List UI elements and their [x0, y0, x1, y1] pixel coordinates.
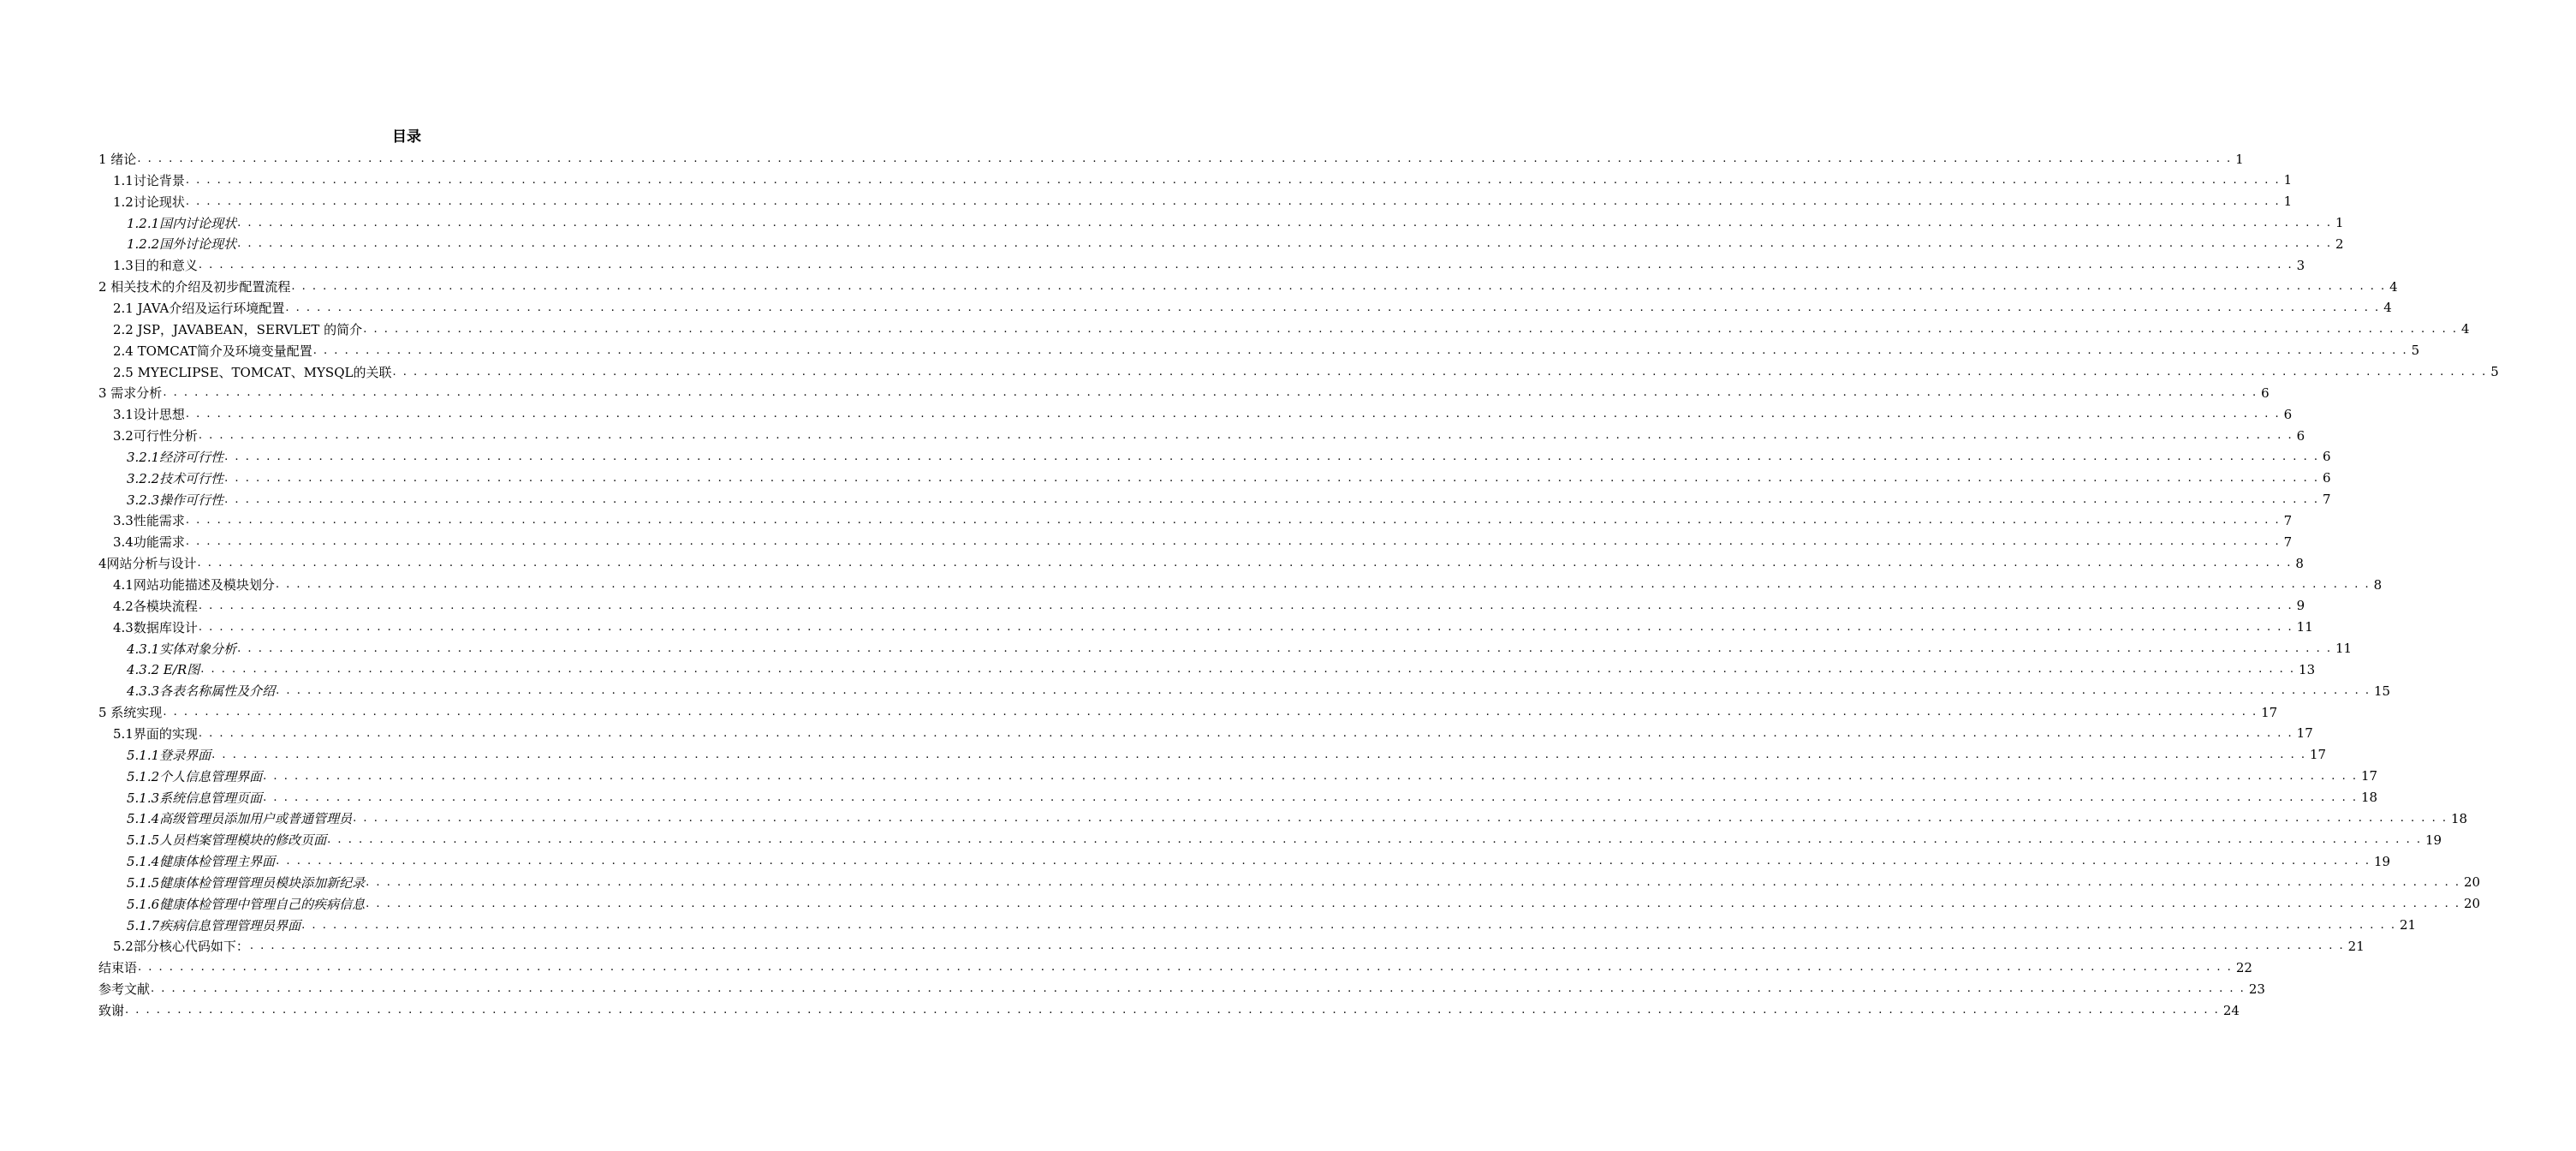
toc-entry-page: 20	[2463, 874, 2481, 891]
toc-entry-page: 6	[2261, 385, 2270, 401]
toc-leader-dots: . . . . . . . . . . . . . . . . . . . . . . . . . . . . . . . . . . . . . . . . . . . . . . . . . . . . . . . . . . . . . . . . . . . . . . . . . . . . . . . . . . . . . . . . . . . . . . . . . . . . . . . . . . . . . . . . . . . . . . . . . . . . . . . . . . . . . . . . . . . . . . . . . . . . . . . . . . . . . . . . . . . . . . . . . . . . . . . . . . . . . . . . . . . . . . . . . . . . . . . .	[392, 365, 2488, 379]
toc-entry-label: 4.3.2 E/R图	[127, 662, 200, 678]
toc-entry-page: 23	[2248, 981, 2265, 997]
toc-entry-page: 7	[2283, 512, 2293, 528]
toc-entry[interactable]	[0, 510, 2293, 531]
toc-entry-label: 1 绪论	[98, 152, 137, 167]
toc-entry-page: 15	[2373, 683, 2391, 699]
toc-entry[interactable]	[0, 595, 2305, 617]
toc-entry[interactable]	[0, 766, 2378, 787]
toc-entry[interactable]	[0, 403, 2293, 425]
toc-entry-label: 2 相关技术的介绍及初步配置流程	[98, 279, 291, 295]
toc-entry-label: 5.1界面的实现	[113, 725, 198, 742]
toc-leader-dots: . . . . . . . . . . . . . . . . . . . . . . . . . . . . . . . . . . . . . . . . . . . . . . . . . . . . . . . . . . . . . . . . . . . . . . . . . . . . . . . . . . . . . . . . . . . . . . . . . . . . . . . . . . . . . . . . . . . . . . . . . . . . . . . . . . . . . . . . . . . . . . . . . . . . . . . . . . . . . . . . . . . . . . . . . . . . . . . . . . . . . . . . . . . . . . . . . . . . . . . .	[185, 514, 2281, 528]
toc-entry-label: 3.2可行性分析	[113, 428, 198, 444]
toc-entry[interactable]	[0, 787, 2378, 808]
toc-leader-dots: . . . . . . . . . . . . . . . . . . . . . . . . . . . . . . . . . . . . . . . . . . . . . . . . . . . . . . . . . . . . . . . . . . . . . . . . . . . . . . . . . . . . . . . . . . . . . . . . . . . . . . . . . . . . . . . . . . . . . . . . . . . . . . . . . . . . . . . . . . . . . . . . . . . . . . . . . . . . . . . . . . . . . . . . . . . . . . . . . . . . . . . . . . . . . . . . . . . . . . . .	[211, 748, 2306, 761]
toc-entry-page: 4	[2389, 278, 2398, 295]
toc-entry-label: 2.4 TOMCAT简介及环境变量配置	[113, 343, 312, 359]
toc-leader-dots: . . . . . . . . . . . . . . . . . . . . . . . . . . . . . . . . . . . . . . . . . . . . . . . . . . . . . . . . . . . . . . . . . . . . . . . . . . . . . . . . . . . . . . . . . . . . . . . . . . . . . . . . . . . . . . . . . . . . . . . . . . . . . . . . . . . . . . . . . . . . . . . . . . . . . . . . . . . . . . . . . . . . . . . . . . . . . . . . . . . . . . . . . . . . . . . . . . . . . . . .	[137, 152, 2233, 165]
toc-leader-dots: . . . . . . . . . . . . . . . . . . . . . . . . . . . . . . . . . . . . . . . . . . . . . . . . . . . . . . . . . . . . . . . . . . . . . . . . . . . . . . . . . . . . . . . . . . . . . . . . . . . . . . . . . . . . . . . . . . . . . . . . . . . . . . . . . . . . . . . . . . . . . . . . . . . . . . . . . . . . . . . . . . . . . . . . . . . . . . . . . . . . . . . . . . . . . . . . . . . . . . . .	[363, 322, 2458, 336]
toc-leader-dots: . . . . . . . . . . . . . . . . . . . . . . . . . . . . . . . . . . . . . . . . . . . . . . . . . . . . . . . . . . . . . . . . . . . . . . . . . . . . . . . . . . . . . . . . . . . . . . . . . . . . . . . . . . . . . . . . . . . . . . . . . . . . . . . . . . . . . . . . . . . . . . . . . . . . . . . . . . . . . . . . . . . . . . . . . . . . . . . . . . . . . . . . . . . . . . . . . . . . . . . .	[125, 1004, 2220, 1017]
toc-entry[interactable]	[0, 191, 2293, 212]
toc-entry-page: 8	[2295, 555, 2304, 571]
toc-leader-dots: . . . . . . . . . . . . . . . . . . . . . . . . . . . . . . . . . . . . . . . . . . . . . . . . . . . . . . . . . . . . . . . . . . . . . . . . . . . . . . . . . . . . . . . . . . . . . . . . . . . . . . . . . . . . . . . . . . . . . . . . . . . . . . . . . . . . . . . . . . . . . . . . . . . . . . . . . . . . . . . . . . . . . . . . . . . . . . . . . . . . . . . . . . . . . . . . . . . . . . . .	[366, 875, 2460, 889]
toc-entry-label: 5.1.4高级管理员添加用户或普通管理员	[127, 811, 353, 827]
toc-entry[interactable]	[0, 915, 2417, 936]
toc-leader-dots: . . . . . . . . . . . . . . . . . . . . . . . . . . . . . . . . . . . . . . . . . . . . . . . . . . . . . . . . . . . . . . . . . . . . . . . . . . . . . . . . . . . . . . . . . . . . . . . . . . . . . . . . . . . . . . . . . . . . . . . . . . . . . . . . . . . . . . . . . . . . . . . . . . . . . . . . . . . . . . . . . . . . . . . . . . . . . . . . . . . . . . . . . . . . . . . . . . . . . . . .	[198, 599, 2293, 612]
toc-leader-dots: . . . . . . . . . . . . . . . . . . . . . . . . . . . . . . . . . . . . . . . . . . . . . . . . . . . . . . . . . . . . . . . . . . . . . . . . . . . . . . . . . . . . . . . . . . . . . . . . . . . . . . . . . . . . . . . . . . . . . . . . . . . . . . . . . . . . . . . . . . . . . . . . . . . . . . . . . . . . . . . . . . . . . . . . . . . . . . . . . . . . . . . . . . . . . . . . . . . . . . . .	[312, 343, 2408, 357]
toc-leader-dots: . . . . . . . . . . . . . . . . . . . . . . . . . . . . . . . . . . . . . . . . . . . . . . . . . . . . . . . . . . . . . . . . . . . . . . . . . . . . . . . . . . . . . . . . . . . . . . . . . . . . . . . . . . . . . . . . . . . . . . . . . . . . . . . . . . . . . . . . . . . . . . . . . . . . . . . . . . . . . . . . . . . . . . . . . . . . . . . . . . . . . . . . . . . . . . . . . . . . . . . .	[275, 578, 2371, 591]
toc-entry[interactable]	[0, 978, 2265, 999]
toc-entry-page: 7	[2322, 492, 2331, 508]
toc-entry-label: 4.3数据库设计	[113, 619, 198, 635]
toc-entry[interactable]	[0, 999, 2240, 1021]
toc-entry[interactable]	[0, 552, 2304, 574]
toc-entry-label: 2.5 MYECLIPSE、TOMCAT、MYSQL的关联	[113, 364, 392, 380]
toc-leader-dots: . . . . . . . . . . . . . . . . . . . . . . . . . . . . . . . . . . . . . . . . . . . . . . . . . . . . . . . . . . . . . . . . . . . . . . . . . . . . . . . . . . . . . . . . . . . . . . . . . . . . . . . . . . . . . . . . . . . . . . . . . . . . . . . . . . . . . . . . . . . . . . . . . . . . . . . . . . . . . . . . . . . . . . . . . . . . . . . . . . . . . . . . . . . . . . . . . . . . . . . .	[327, 833, 2422, 847]
toc-entry-page: 17	[2309, 747, 2327, 763]
toc-leader-dots: . . . . . . . . . . . . . . . . . . . . . . . . . . . . . . . . . . . . . . . . . . . . . . . . . . . . . . . . . . . . . . . . . . . . . . . . . . . . . . . . . . . . . . . . . . . . . . . . . . . . . . . . . . . . . . . . . . . . . . . . . . . . . . . . . . . . . . . . . . . . . . . . . . . . . . . . . . . . . . . . . . . . . . . . . . . . . . . . . . . . . . . . . . . . . . . . . . . . . . . .	[263, 790, 2358, 804]
toc-entry-label: 5.1.5健康体检管理管理员模块添加新纪录	[127, 874, 366, 891]
toc-entry[interactable]	[0, 425, 2305, 446]
toc-leader-dots: . . . . . . . . . . . . . . . . . . . . . . . . . . . . . . . . . . . . . . . . . . . . . . . . . . . . . . . . . . . . . . . . . . . . . . . . . . . . . . . . . . . . . . . . . . . . . . . . . . . . . . . . . . . . . . . . . . . . . . . . . . . . . . . . . . . . . . . . . . . . . . . . . . . . . . . . . . . . . . . . . . . . . . . . . . . . . . . . . . . . . . . . . . . . . . . . . . . . . . . .	[366, 897, 2460, 910]
toc-entry-page: 5	[2411, 343, 2420, 359]
toc-entry-label: 5.1.3系统信息管理页面	[127, 790, 263, 806]
toc-entry-page: 6	[2322, 470, 2331, 486]
toc-entry-page: 11	[2335, 641, 2353, 657]
toc-entry-label: 5.1.5人员档案管理模块的修改页面	[127, 832, 327, 849]
toc-entry-label: 1.3目的和意义	[113, 258, 198, 274]
toc-entry-page: 22	[2235, 959, 2252, 975]
toc-entry-page: 6	[2322, 449, 2331, 465]
toc-entry-page: 5	[2490, 364, 2499, 379]
toc-entry-label: 5.2部分核心代码如下：	[113, 939, 249, 955]
toc-entry[interactable]	[0, 319, 2470, 340]
toc-entry-page: 4	[2461, 321, 2470, 337]
toc-entry-page: 6	[2283, 406, 2293, 422]
toc-entry[interactable]	[0, 361, 2499, 383]
toc-entry-label: 4.3.1实体对象分析	[127, 641, 237, 657]
toc-leader-dots: . . . . . . . . . . . . . . . . . . . . . . . . . . . . . . . . . . . . . . . . . . . . . . . . . . . . . . . . . . . . . . . . . . . . . . . . . . . . . . . . . . . . . . . . . . . . . . . . . . . . . . . . . . . . . . . . . . . . . . . . . . . . . . . . . . . . . . . . . . . . . . . . . . . . . . . . . . . . . . . . . . . . . . . . . . . . . . . . . . . . . . . . . . . . . . . . . . . . . . . .	[198, 259, 2293, 272]
toc-entry[interactable]	[0, 468, 2331, 489]
toc-entry-label: 致谢	[98, 1003, 125, 1018]
toc-entry-page: 9	[2296, 598, 2305, 614]
toc-leader-dots: . . . . . . . . . . . . . . . . . . . . . . . . . . . . . . . . . . . . . . . . . . . . . . . . . . . . . . . . . . . . . . . . . . . . . . . . . . . . . . . . . . . . . . . . . . . . . . . . . . . . . . . . . . . . . . . . . . . . . . . . . . . . . . . . . . . . . . . . . . . . . . . . . . . . . . . . . . . . . . . . . . . . . . . . . . . . . . . . . . . . . . . . . . . . . . . . . . . . . . . .	[301, 918, 2396, 932]
toc-leader-dots: . . . . . . . . . . . . . . . . . . . . . . . . . . . . . . . . . . . . . . . . . . . . . . . . . . . . . . . . . . . . . . . . . . . . . . . . . . . . . . . . . . . . . . . . . . . . . . . . . . . . . . . . . . . . . . . . . . . . . . . . . . . . . . . . . . . . . . . . . . . . . . . . . . . . . . . . . . . . . . . . . . . . . . . . . . . . . . . . . . . . . . . . . . . . . . . . . . . . . . . .	[200, 663, 2296, 677]
toc-entry[interactable]	[0, 829, 2442, 850]
toc-entry[interactable]	[0, 382, 2270, 403]
toc-entry-page: 1	[2283, 172, 2293, 188]
toc-entry[interactable]	[0, 935, 2365, 957]
toc-leader-dots: . . . . . . . . . . . . . . . . . . . . . . . . . . . . . . . . . . . . . . . . . . . . . . . . . . . . . . . . . . . . . . . . . . . . . . . . . . . . . . . . . . . . . . . . . . . . . . . . . . . . . . . . . . . . . . . . . . . . . . . . . . . . . . . . . . . . . . . . . . . . . . . . . . . . . . . . . . . . . . . . . . . . . . . . . . . . . . . . . . . . . . . . . . . . . . . . . . . . . . . .	[291, 280, 2387, 294]
toc-entry[interactable]	[0, 254, 2305, 276]
toc-entry[interactable]	[0, 276, 2398, 297]
toc-entry-page: 21	[2399, 917, 2417, 933]
toc-entry-page: 18	[2450, 810, 2468, 826]
toc-entry[interactable]	[0, 872, 2481, 893]
toc-entry-page: 17	[2261, 704, 2278, 720]
toc-leader-dots: . . . . . . . . . . . . . . . . . . . . . . . . . . . . . . . . . . . . . . . . . . . . . . . . . . . . . . . . . . . . . . . . . . . . . . . . . . . . . . . . . . . . . . . . . . . . . . . . . . . . . . . . . . . . . . . . . . . . . . . . . . . . . . . . . . . . . . . . . . . . . . . . . . . . . . . . . . . . . . . . . . . . . . . . . . . . . . . . . . . . . . . . . . . . . . . . . . . . . . . .	[224, 492, 2319, 506]
toc-entry[interactable]	[0, 659, 2316, 680]
toc-entry[interactable]	[0, 446, 2331, 468]
toc-entry-page: 2	[2335, 236, 2344, 252]
toc-leader-dots: . . . . . . . . . . . . . . . . . . . . . . . . . . . . . . . . . . . . . . . . . . . . . . . . . . . . . . . . . . . . . . . . . . . . . . . . . . . . . . . . . . . . . . . . . . . . . . . . . . . . . . . . . . . . . . . . . . . . . . . . . . . . . . . . . . . . . . . . . . . . . . . . . . . . . . . . . . . . . . . . . . . . . . . . . . . . . . . . . . . . . . . . . . . . . . . . . . . . . . . .	[197, 557, 2293, 570]
toc-entry[interactable]	[0, 808, 2468, 829]
toc-leader-dots: . . . . . . . . . . . . . . . . . . . . . . . . . . . . . . . . . . . . . . . . . . . . . . . . . . . . . . . . . . . . . . . . . . . . . . . . . . . . . . . . . . . . . . . . . . . . . . . . . . . . . . . . . . . . . . . . . . . . . . . . . . . . . . . . . . . . . . . . . . . . . . . . . . . . . . . . . . . . . . . . . . . . . . . . . . . . . . . . . . . . . . . . . . . . . . . . . . . . . . . .	[138, 961, 2233, 975]
toc-entry-label: 3.3性能需求	[113, 513, 185, 529]
toc-entry-page: 7	[2283, 534, 2293, 550]
toc-leader-dots: . . . . . . . . . . . . . . . . . . . . . . . . . . . . . . . . . . . . . . . . . . . . . . . . . . . . . . . . . . . . . . . . . . . . . . . . . . . . . . . . . . . . . . . . . . . . . . . . . . . . . . . . . . . . . . . . . . . . . . . . . . . . . . . . . . . . . . . . . . . . . . . . . . . . . . . . . . . . . . . . . . . . . . . . . . . . . . . . . . . . . . . . . . . . . . . . . . . . . . . .	[198, 726, 2293, 740]
toc-leader-dots: . . . . . . . . . . . . . . . . . . . . . . . . . . . . . . . . . . . . . . . . . . . . . . . . . . . . . . . . . . . . . . . . . . . . . . . . . . . . . . . . . . . . . . . . . . . . . . . . . . . . . . . . . . . . . . . . . . . . . . . . . . . . . . . . . . . . . . . . . . . . . . . . . . . . . . . . . . . . . . . . . . . . . . . . . . . . . . . . . . . . . . . . . . . . . . . . . . . . . . . .	[263, 769, 2358, 783]
toc-entry[interactable]	[0, 701, 2278, 723]
toc-title: 目录	[392, 128, 421, 146]
toc-entry-page: 20	[2463, 896, 2481, 912]
toc-leader-dots: . . . . . . . . . . . . . . . . . . . . . . . . . . . . . . . . . . . . . . . . . . . . . . . . . . . . . . . . . . . . . . . . . . . . . . . . . . . . . . . . . . . . . . . . . . . . . . . . . . . . . . . . . . . . . . . . . . . . . . . . . . . . . . . . . . . . . . . . . . . . . . . . . . . . . . . . . . . . . . . . . . . . . . . . . . . . . . . . . . . . . . . . . . . . . . . . . . . . . . . .	[163, 386, 2258, 400]
toc-entry-page: 24	[2222, 1002, 2240, 1018]
toc-entry-label: 1.1讨论背景	[113, 172, 185, 188]
toc-entry[interactable]	[0, 957, 2252, 978]
toc-entry[interactable]	[0, 340, 2420, 361]
toc-leader-dots: . . . . . . . . . . . . . . . . . . . . . . . . . . . . . . . . . . . . . . . . . . . . . . . . . . . . . . . . . . . . . . . . . . . . . . . . . . . . . . . . . . . . . . . . . . . . . . . . . . . . . . . . . . . . . . . . . . . . . . . . . . . . . . . . . . . . . . . . . . . . . . . . . . . . . . . . . . . . . . . . . . . . . . . . . . . . . . . . . . . . . . . . . . . . . . . . . . . . . . . .	[198, 429, 2293, 443]
toc-entry-label: 5.1.2个人信息管理界面	[127, 768, 263, 784]
toc-entry-label: 3.2.1经济可行性	[127, 449, 224, 465]
toc-entry-page: 18	[2360, 790, 2378, 805]
toc-entry-page: 1	[2235, 151, 2244, 167]
toc-leader-dots: . . . . . . . . . . . . . . . . . . . . . . . . . . . . . . . . . . . . . . . . . . . . . . . . . . . . . . . . . . . . . . . . . . . . . . . . . . . . . . . . . . . . . . . . . . . . . . . . . . . . . . . . . . . . . . . . . . . . . . . . . . . . . . . . . . . . . . . . . . . . . . . . . . . . . . . . . . . . . . . . . . . . . . . . . . . . . . . . . . . . . . . . . . . . . . . . . . . . . . . .	[198, 620, 2293, 634]
toc-entry-page: 13	[2299, 661, 2316, 677]
toc-entry[interactable]	[0, 233, 2344, 254]
toc-entry-label: 4网站分析与设计	[98, 556, 197, 572]
toc-entry-label: 5.1.4健康体检管理主界面	[127, 854, 276, 870]
toc-entry-label: 5.1.7疾病信息管理管理员界面	[127, 917, 301, 933]
toc-entry-label: 3.2.2技术可行性	[127, 470, 224, 486]
toc-entry-label: 1.2讨论现状	[113, 194, 185, 210]
toc-entry-page: 11	[2296, 619, 2313, 635]
toc-leader-dots: . . . . . . . . . . . . . . . . . . . . . . . . . . . . . . . . . . . . . . . . . . . . . . . . . . . . . . . . . . . . . . . . . . . . . . . . . . . . . . . . . . . . . . . . . . . . . . . . . . . . . . . . . . . . . . . . . . . . . . . . . . . . . . . . . . . . . . . . . . . . . . . . . . . . . . . . . . . . . . . . . . . . . . . . . . . . . . . . . . . . . . . . . . . . . . . . . . . . . . . .	[276, 684, 2371, 698]
toc-leader-dots: . . . . . . . . . . . . . . . . . . . . . . . . . . . . . . . . . . . . . . . . . . . . . . . . . . . . . . . . . . . . . . . . . . . . . . . . . . . . . . . . . . . . . . . . . . . . . . . . . . . . . . . . . . . . . . . . . . . . . . . . . . . . . . . . . . . . . . . . . . . . . . . . . . . . . . . . . . . . . . . . . . . . . . . . . . . . . . . . . . . . . . . . . . . . . . . . . . . . . . . .	[163, 706, 2258, 719]
toc-leader-dots: . . . . . . . . . . . . . . . . . . . . . . . . . . . . . . . . . . . . . . . . . . . . . . . . . . . . . . . . . . . . . . . . . . . . . . . . . . . . . . . . . . . . . . . . . . . . . . . . . . . . . . . . . . . . . . . . . . . . . . . . . . . . . . . . . . . . . . . . . . . . . . . . . . . . . . . . . . . . . . . . . . . . . . . . . . . . . . . . . . . . . . . . . . . . . . . . . . . . . . . .	[237, 641, 2332, 655]
toc-entry-label: 参考文献	[98, 981, 151, 998]
toc-entry[interactable]	[0, 297, 2392, 319]
toc-entry-page: 17	[2296, 725, 2313, 742]
toc-entry[interactable]	[0, 617, 2313, 638]
toc-entry-label: 3.4功能需求	[113, 534, 185, 551]
toc-entry-label: 5.1.6健康体检管理中管理自己的疾病信息	[127, 896, 366, 912]
toc-entry-page: 19	[2373, 853, 2391, 869]
toc-entry-page: 4	[2383, 300, 2392, 316]
toc-entry-page: 3	[2296, 257, 2305, 273]
toc-entry[interactable]	[0, 680, 2391, 701]
toc-entry-page: 1	[2283, 194, 2293, 210]
toc-leader-dots: . . . . . . . . . . . . . . . . . . . . . . . . . . . . . . . . . . . . . . . . . . . . . . . . . . . . . . . . . . . . . . . . . . . . . . . . . . . . . . . . . . . . . . . . . . . . . . . . . . . . . . . . . . . . . . . . . . . . . . . . . . . . . . . . . . . . . . . . . . . . . . . . . . . . . . . . . . . . . . . . . . . . . . . . . . . . . . . . . . . . . . . . . . . . . . . . . . . . . . . .	[224, 450, 2319, 463]
toc-leader-dots: . . . . . . . . . . . . . . . . . . . . . . . . . . . . . . . . . . . . . . . . . . . . . . . . . . . . . . . . . . . . . . . . . . . . . . . . . . . . . . . . . . . . . . . . . . . . . . . . . . . . . . . . . . . . . . . . . . . . . . . . . . . . . . . . . . . . . . . . . . . . . . . . . . . . . . . . . . . . . . . . . . . . . . . . . . . . . . . . . . . . . . . . . . . . . . . . . . . . . . . .	[151, 982, 2246, 996]
toc-entry-page: 21	[2347, 938, 2365, 954]
toc-entry-page: 6	[2296, 427, 2305, 444]
toc-entry-label: 4.1网站功能描述及模块划分	[113, 577, 275, 593]
toc-entry-label: 3.1设计思想	[113, 407, 185, 423]
toc-entry[interactable]	[0, 531, 2293, 552]
toc-leader-dots: . . . . . . . . . . . . . . . . . . . . . . . . . . . . . . . . . . . . . . . . . . . . . . . . . . . . . . . . . . . . . . . . . . . . . . . . . . . . . . . . . . . . . . . . . . . . . . . . . . . . . . . . . . . . . . . . . . . . . . . . . . . . . . . . . . . . . . . . . . . . . . . . . . . . . . . . . . . . . . . . . . . . . . . . . . . . . . . . . . . . . . . . . . . . . . . . . . . . . . . .	[185, 173, 2281, 187]
toc-entry-page: 1	[2335, 215, 2344, 231]
toc-leader-dots: . . . . . . . . . . . . . . . . . . . . . . . . . . . . . . . . . . . . . . . . . . . . . . . . . . . . . . . . . . . . . . . . . . . . . . . . . . . . . . . . . . . . . . . . . . . . . . . . . . . . . . . . . . . . . . . . . . . . . . . . . . . . . . . . . . . . . . . . . . . . . . . . . . . . . . . . . . . . . . . . . . . . . . . . . . . . . . . . . . . . . . . . . . . . . . . . . . . . . . . .	[353, 812, 2448, 826]
toc-entry-label: 3 需求分析	[98, 385, 163, 402]
toc-leader-dots: . . . . . . . . . . . . . . . . . . . . . . . . . . . . . . . . . . . . . . . . . . . . . . . . . . . . . . . . . . . . . . . . . . . . . . . . . . . . . . . . . . . . . . . . . . . . . . . . . . . . . . . . . . . . . . . . . . . . . . . . . . . . . . . . . . . . . . . . . . . . . . . . . . . . . . . . . . . . . . . . . . . . . . . . . . . . . . . . . . . . . . . . . . . . . . . . . . . . . . . .	[185, 408, 2281, 421]
toc-entry[interactable]	[0, 574, 2383, 595]
toc-entry-label: 4.2各模块流程	[113, 598, 198, 614]
toc-leader-dots: . . . . . . . . . . . . . . . . . . . . . . . . . . . . . . . . . . . . . . . . . . . . . . . . . . . . . . . . . . . . . . . . . . . . . . . . . . . . . . . . . . . . . . . . . . . . . . . . . . . . . . . . . . . . . . . . . . . . . . . . . . . . . . . . . . . . . . . . . . . . . . . . . . . . . . . . . . . . . . . . . . . . . . . . . . . . . . . . . . . . . . . . . . . . . . . . . . . . . . . .	[237, 216, 2332, 230]
toc-leader-dots: . . . . . . . . . . . . . . . . . . . . . . . . . . . . . . . . . . . . . . . . . . . . . . . . . . . . . . . . . . . . . . . . . . . . . . . . . . . . . . . . . . . . . . . . . . . . . . . . . . . . . . . . . . . . . . . . . . . . . . . . . . . . . . . . . . . . . . . . . . . . . . . . . . . . . . . . . . . . . . . . . . . . . . . . . . . . . . . . . . . . . . . . . . . . . . . . . . . . . . . .	[249, 939, 2345, 953]
toc-entry[interactable]	[0, 638, 2353, 659]
toc-entry[interactable]	[0, 850, 2391, 872]
toc-entry[interactable]	[0, 148, 2244, 170]
toc-entry-page: 17	[2360, 768, 2378, 784]
toc-entry-label: 5.1.1登录界面	[127, 747, 211, 763]
toc-entry-label: 1.2.1国内讨论现状	[127, 215, 237, 231]
toc-entry-page: 19	[2424, 832, 2442, 848]
toc-leader-dots: . . . . . . . . . . . . . . . . . . . . . . . . . . . . . . . . . . . . . . . . . . . . . . . . . . . . . . . . . . . . . . . . . . . . . . . . . . . . . . . . . . . . . . . . . . . . . . . . . . . . . . . . . . . . . . . . . . . . . . . . . . . . . . . . . . . . . . . . . . . . . . . . . . . . . . . . . . . . . . . . . . . . . . . . . . . . . . . . . . . . . . . . . . . . . . . . . . . . . . . .	[276, 855, 2371, 868]
toc-entry-page: 8	[2373, 576, 2383, 593]
toc-leader-dots: . . . . . . . . . . . . . . . . . . . . . . . . . . . . . . . . . . . . . . . . . . . . . . . . . . . . . . . . . . . . . . . . . . . . . . . . . . . . . . . . . . . . . . . . . . . . . . . . . . . . . . . . . . . . . . . . . . . . . . . . . . . . . . . . . . . . . . . . . . . . . . . . . . . . . . . . . . . . . . . . . . . . . . . . . . . . . . . . . . . . . . . . . . . . . . . . . . . . . . . .	[185, 194, 2281, 208]
toc-leader-dots: . . . . . . . . . . . . . . . . . . . . . . . . . . . . . . . . . . . . . . . . . . . . . . . . . . . . . . . . . . . . . . . . . . . . . . . . . . . . . . . . . . . . . . . . . . . . . . . . . . . . . . . . . . . . . . . . . . . . . . . . . . . . . . . . . . . . . . . . . . . . . . . . . . . . . . . . . . . . . . . . . . . . . . . . . . . . . . . . . . . . . . . . . . . . . . . . . . . . . . . .	[224, 471, 2319, 485]
toc-entry-label: 5 系统实现	[98, 705, 163, 721]
toc-entry[interactable]	[0, 893, 2481, 915]
toc-entry-label: 1.2.2国外讨论现状	[127, 236, 237, 253]
toc-leader-dots: . . . . . . . . . . . . . . . . . . . . . . . . . . . . . . . . . . . . . . . . . . . . . . . . . . . . . . . . . . . . . . . . . . . . . . . . . . . . . . . . . . . . . . . . . . . . . . . . . . . . . . . . . . . . . . . . . . . . . . . . . . . . . . . . . . . . . . . . . . . . . . . . . . . . . . . . . . . . . . . . . . . . . . . . . . . . . . . . . . . . . . . . . . . . . . . . . . . . . . . .	[285, 301, 2381, 314]
toc-entry-label: 4.3.3各表名称属性及介绍	[127, 683, 276, 700]
toc-entry-label: 2.2 JSP，JAVABEAN，SERVLET 的简介	[113, 321, 363, 337]
toc-leader-dots: . . . . . . . . . . . . . . . . . . . . . . . . . . . . . . . . . . . . . . . . . . . . . . . . . . . . . . . . . . . . . . . . . . . . . . . . . . . . . . . . . . . . . . . . . . . . . . . . . . . . . . . . . . . . . . . . . . . . . . . . . . . . . . . . . . . . . . . . . . . . . . . . . . . . . . . . . . . . . . . . . . . . . . . . . . . . . . . . . . . . . . . . . . . . . . . . . . . . . . . .	[237, 237, 2332, 251]
toc-entry[interactable]	[0, 170, 2293, 191]
toc-entry[interactable]	[0, 723, 2313, 744]
toc-entry[interactable]	[0, 212, 2344, 234]
toc-leader-dots: . . . . . . . . . . . . . . . . . . . . . . . . . . . . . . . . . . . . . . . . . . . . . . . . . . . . . . . . . . . . . . . . . . . . . . . . . . . . . . . . . . . . . . . . . . . . . . . . . . . . . . . . . . . . . . . . . . . . . . . . . . . . . . . . . . . . . . . . . . . . . . . . . . . . . . . . . . . . . . . . . . . . . . . . . . . . . . . . . . . . . . . . . . . . . . . . . . . . . . . .	[185, 535, 2281, 549]
toc-entry-label: 结束语	[98, 960, 138, 976]
toc-entry[interactable]	[0, 744, 2327, 766]
toc-entry-label: 2.1 JAVA介绍及运行环境配置	[113, 300, 285, 316]
toc-entry[interactable]	[0, 489, 2331, 510]
toc-entry-label: 3.2.3操作可行性	[127, 492, 224, 508]
